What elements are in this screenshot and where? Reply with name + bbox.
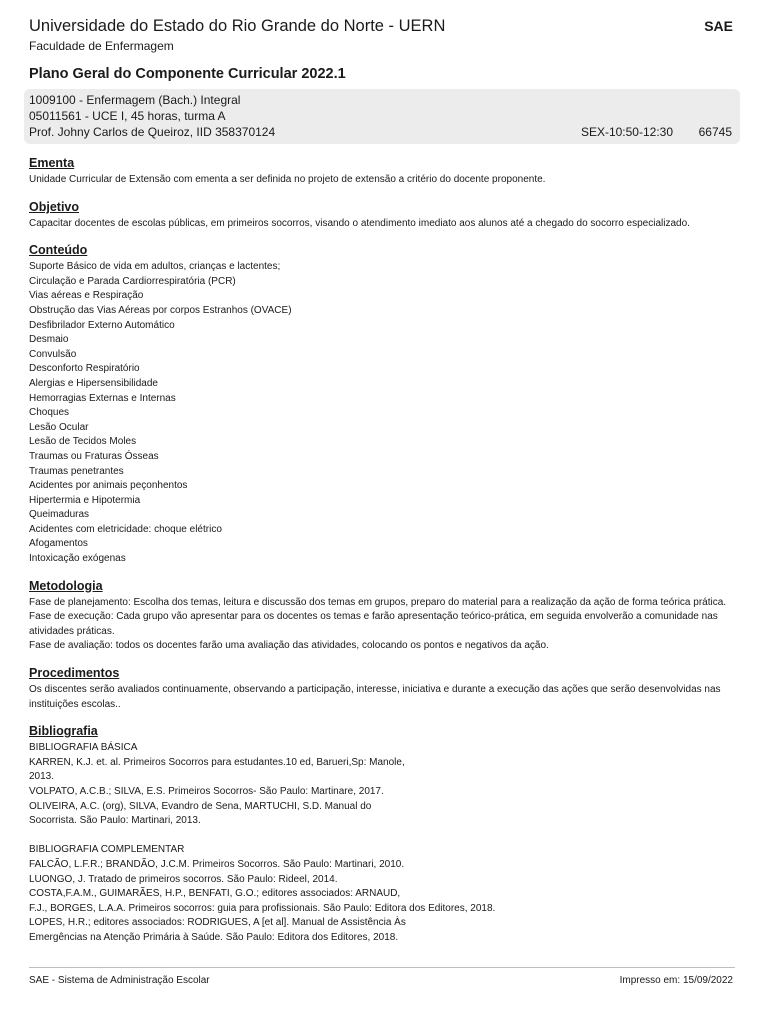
paragraph: Fase de avaliação: todos os docentes farão uma avaliação das atividades, colocando os pontos e negativos da ação. (29, 640, 549, 652)
section-text (29, 596, 735, 654)
list-item: Desmaio (29, 334, 69, 346)
list-item: Choques (29, 407, 70, 419)
section-conteudo (29, 242, 735, 566)
bibliography-line: OLIVEIRA, A.C. (org), SILVA, Evandro de Sena, MARTUCHI, S.D. Manual do (29, 800, 372, 812)
spacer (29, 829, 735, 844)
footer-print-date: Impresso em: 15/09/2022 (619, 975, 733, 986)
document-page (29, 0, 735, 946)
bibliography-line: LOPES, H.R.; editores associados: RODRIGUES, A [et al]. Manual de Assistência Às (29, 917, 406, 929)
component-name: 05011561 - UCE I, 45 horas, turma A (29, 109, 226, 123)
course-name: 1009100 - Enfermagem (Bach.) Integral (29, 93, 241, 107)
list-item: Convulsão (29, 348, 77, 360)
document-footer (29, 975, 735, 986)
list-item: Hipertermia e Hipotermia (29, 494, 141, 506)
document-header (29, 16, 735, 56)
section-title: Metodologia (29, 578, 103, 593)
section-title: Objetivo (29, 199, 80, 214)
section-metodologia (29, 578, 735, 654)
list-item: Obstrução das Vias Aéreas por corpos Estranhos (OVACE) (29, 304, 292, 316)
content-list (29, 260, 735, 566)
course-info-box (24, 89, 740, 144)
system-abbreviation: SAE (704, 18, 733, 34)
bibliography-line: FALCÃO, L.F.R.; BRANDÃO, J.C.M. Primeiros Socorros. São Paulo: Martinari, 2010. (29, 858, 405, 870)
list-item: Traumas ou Fraturas Ósseas (29, 450, 159, 462)
paragraph: Fase de execução: Cada grupo vão apresentar para os docentes os temas e farão apresentação teórico-prática, em seguida envolverão a comunidade nas atividades práticas. (29, 611, 718, 637)
section-title: Ementa (29, 156, 75, 170)
footer-system-name: SAE - Sistema de Administração Escolar (29, 975, 210, 986)
footer-divider (29, 967, 735, 968)
section-ementa (29, 155, 735, 188)
list-item: Queimaduras (29, 509, 90, 521)
section-title: Bibliografia (29, 724, 98, 739)
list-item: Lesão Ocular (29, 421, 89, 433)
list-item: Intoxicação exógenas (29, 553, 126, 565)
bibliography-list (29, 741, 735, 945)
list-item: Hemorragias Externas e Internas (29, 392, 176, 404)
section-text: Capacitar docentes de escolas públicas, em primeiros socorros, visando o atendimento imediato aos alunos até a chegado do socorro especializado. (29, 217, 690, 229)
list-item: Acidentes com eletricidade: choque elétrico (29, 523, 222, 535)
bibliography-heading: BIBLIOGRAFIA BÁSICA (29, 742, 138, 754)
bibliography-line: KARREN, K.J. et. al. Primeiros Socorros para estudantes.10 ed, Barueri,Sp: Manole, (29, 756, 405, 768)
list-item: Suporte Básico de vida em adultos, crianças e lactentes; (29, 261, 281, 273)
plan-title: Plano Geral do Componente Curricular 2022.1 (29, 66, 346, 82)
bibliography-heading: BIBLIOGRAFIA COMPLEMENTAR (29, 844, 185, 856)
section-title: Procedimentos (29, 666, 120, 681)
section-text: Unidade Curricular de Extensão com ementa a ser definida no projeto de extensão a critério do docente proponente. (29, 174, 546, 185)
section-objetivo (29, 199, 735, 232)
bibliography-line: LUONGO, J. Tratado de primeiros socorros. São Paulo: Rideel, 2014. (29, 873, 338, 885)
list-item: Acidentes por animais peçonhentos (29, 480, 188, 492)
bibliography-line: F.J., BORGES, L.A.A. Primeiros socorros: guia para profissionais. São Paulo: Editora dos Editores, 2018. (29, 902, 496, 914)
list-item: Traumas penetrantes (29, 465, 124, 477)
professor-name: Prof. Johny Carlos de Queiroz, IID 358370124 (29, 125, 276, 139)
bibliography-line: VOLPATO, A.C.B.; SILVA, E.S. Primeiros Socorros- São Paulo: Martinare, 2017. (29, 786, 384, 797)
list-item: Lesão de Tecidos Moles (29, 436, 137, 448)
class-schedule: SEX-10:50-12:30 (580, 125, 673, 139)
bibliography-line: 2013. (29, 771, 55, 783)
list-item: Alergias e Hipersensibilidade (29, 377, 158, 389)
bibliography-line: COSTA,F.A.M., GUIMARÃES, H.P., BENFATI, G.O.; editores associados: ARNAUD, (29, 888, 401, 900)
paragraph: Fase de planejamento: Escolha dos temas, leitura e discussão dos temas em grupos, preparo do material para a realização da ação de forma teórica prática. (29, 596, 727, 608)
section-procedimentos (29, 665, 735, 712)
list-item: Desconforto Respiratório (29, 363, 140, 375)
list-item: Circulação e Parada Cardiorrespiratória (PCR) (29, 275, 236, 287)
class-code: 66745 (698, 125, 732, 139)
faculty-name: Faculdade de Enfermagem (29, 39, 174, 53)
university-name: Universidade do Estado do Rio Grande do Norte - UERN (29, 17, 446, 35)
section-title: Conteúdo (29, 243, 88, 258)
bibliography-line: Emergências na Atenção Primária à Saúde. São Paulo: Editora dos Editores, 2018. (29, 931, 399, 943)
section-text: Os discentes serão avaliados continuamente, observando a participação, interesse, iniciativa e durante a execução das ações que serão desenvolvidas nas instituições escolas.. (29, 684, 721, 710)
list-item: Vias aéreas e Respiração (29, 290, 144, 302)
section-bibliografia (29, 723, 735, 945)
list-item: Desfibrilador Externo Automático (29, 319, 175, 331)
list-item: Afogamentos (29, 538, 88, 550)
bibliography-line: Socorrista. São Paulo: Martinari, 2013. (29, 815, 201, 827)
